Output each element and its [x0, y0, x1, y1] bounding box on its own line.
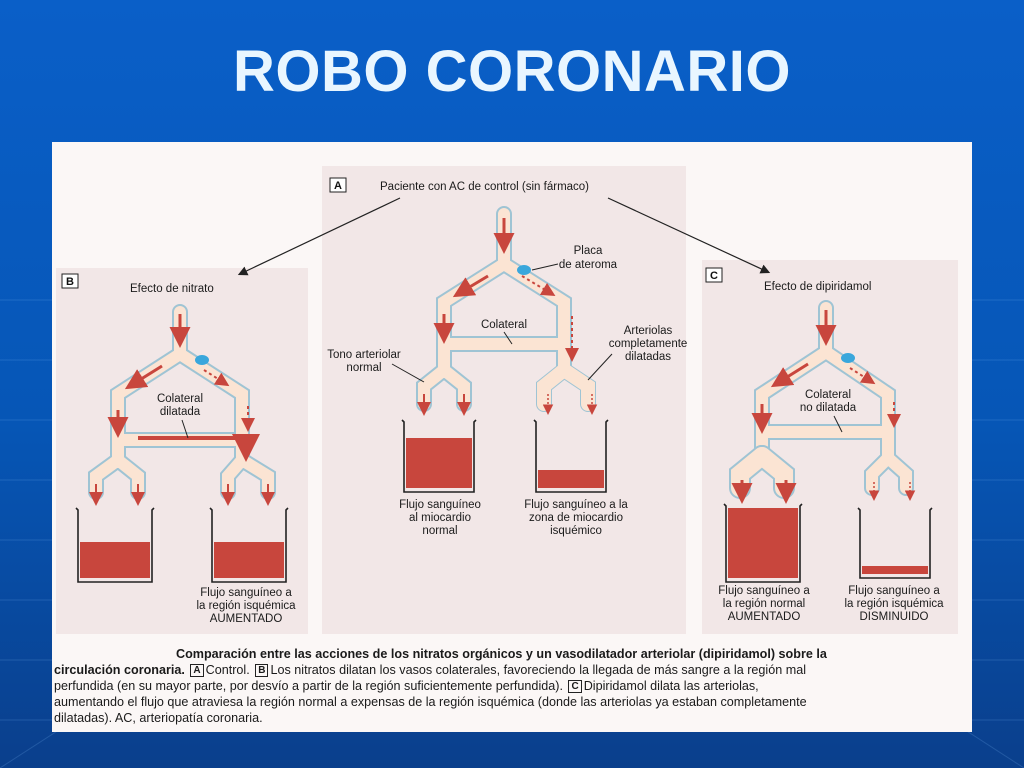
panel-a-flow-ischemic-3: isquémico: [550, 525, 602, 537]
panel-b-letter: B: [66, 276, 74, 288]
panel-b-flow-label-3: AUMENTADO: [209, 613, 283, 625]
panel-a-flow-normal-3: normal: [422, 525, 458, 537]
panel-c-flow-ischemic-2: la región isquémica: [844, 598, 944, 610]
panel-a-tone-label-2: normal: [346, 362, 382, 374]
panel-c-collateral-label-1: Colateral: [804, 389, 852, 401]
panel-a-flow-normal-1: Flujo sanguíneo: [399, 499, 481, 511]
caption-tag-b: B: [255, 664, 268, 677]
panel-a-tone-label-1: Tono arteriolar: [327, 349, 401, 361]
panel-c-beaker-normal: [724, 504, 802, 582]
panel-c-heading: Efecto de dipiridamol: [764, 281, 872, 293]
panel-a-plaque-label-1: Placa: [573, 245, 603, 257]
panel-a-plaque: [517, 265, 531, 275]
panel-a-arterioles-label-2: completamente: [608, 338, 688, 350]
figure-caption: [52, 646, 960, 726]
caption-b-text-1: Los nitratos dilatan los vasos colaterales, favoreciendo la llegada de más sangre a la región mal: [270, 663, 807, 677]
caption-line-3: [52, 678, 960, 694]
caption-line-5: dilatadas). AC, arteriopatía coronaria.: [54, 711, 263, 725]
caption-a-text: Control.: [205, 663, 250, 677]
panel-b-flow-label-2: la región isquémica: [196, 600, 296, 612]
panel-a-heading: Paciente con AC de control (sin fármaco): [380, 181, 590, 193]
caption-line-1: Comparación entre las acciones de los nitratos orgánicos y un vasodilatador arteriolar (dipiridamol) sobre la: [176, 647, 827, 661]
panel-b-heading: Efecto de nitrato: [130, 283, 214, 295]
panel-a-plaque-label-2: de ateroma: [558, 259, 618, 271]
caption-line-4: aumentando el flujo que atraviesa la región normal a expensas de la región isquémica (donde las arteriolas ya estaban completamente: [54, 695, 807, 709]
panel-b-plaque: [195, 355, 209, 365]
panel-a-flow-normal-2: al miocardio: [409, 512, 471, 524]
panel-c-collateral-label-2: no dilatada: [799, 402, 857, 414]
panel-c-flow-ischemic-3: DISMINUIDO: [859, 611, 929, 623]
panel-a-collateral-label: Colateral: [480, 319, 528, 331]
coronary-steal-figure: [52, 142, 972, 732]
panel-a-flow-ischemic-1: Flujo sanguíneo a la: [524, 499, 628, 511]
caption-tag-c: C: [568, 680, 581, 693]
caption-c-text-1: Dipiridamol dilata las arteriolas,: [583, 679, 759, 693]
panel-c-flow-normal-3: AUMENTADO: [727, 611, 801, 623]
panel-c-flow-normal-1: Flujo sanguíneo a: [718, 585, 810, 597]
panel-c-letter: C: [710, 270, 718, 282]
panel-a-arterioles-label-3: dilatadas: [624, 351, 672, 363]
panel-a-arterioles-label-1: Arteriolas: [623, 325, 673, 337]
panel-c-flow-normal-2: la región normal: [722, 598, 806, 610]
diagram-canvas: [52, 142, 972, 732]
caption-b-text-2: perfundida (en su mayor parte, por desvío a partir de la región suficientemente perfundida).: [54, 679, 563, 693]
caption-line-2: [52, 662, 960, 678]
panel-b-flow-label-1: Flujo sanguíneo a: [200, 587, 292, 599]
panel-a-flow-ischemic-2: zona de miocardio: [529, 512, 623, 524]
panel-b-collateral-label-1: Colateral: [156, 393, 204, 405]
panel-a-letter: A: [334, 180, 342, 192]
panel-c-flow-ischemic-1: Flujo sanguíneo a: [848, 585, 940, 597]
caption-tag-a: A: [190, 664, 203, 677]
slide-title: ROBO CORONARIO: [233, 39, 791, 104]
caption-bold-lead-2: circulación coronaria.: [54, 663, 185, 677]
panel-b-collateral-label-2: dilatada: [159, 406, 201, 418]
panel-c-plaque: [841, 353, 855, 363]
